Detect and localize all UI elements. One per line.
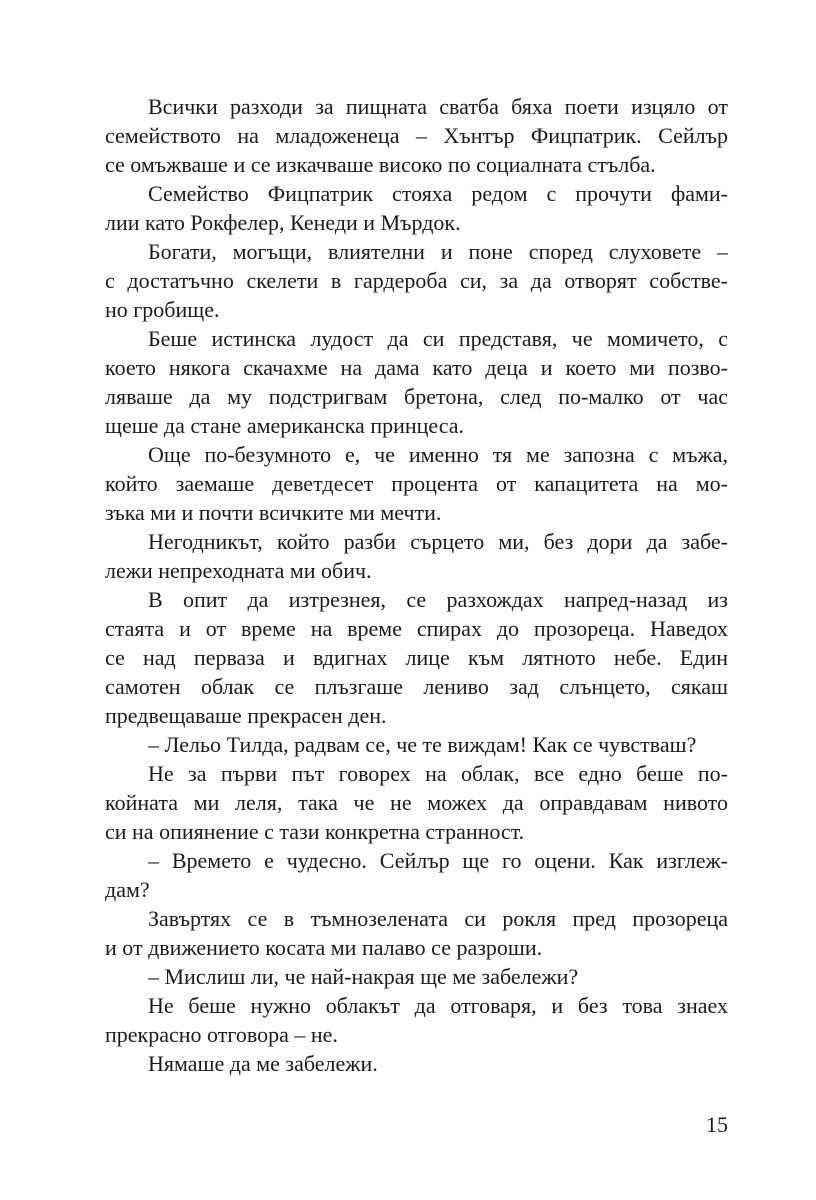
text-line: Беше истинска лудост да си представя, че момичето, с — [148, 326, 728, 351]
text-line: си на опиянение с тази конкретна странност. — [105, 819, 525, 844]
text-line: Семейство Фицпатрик стояха редом с прочути фами- — [148, 181, 728, 206]
page-number: 15 — [706, 1112, 728, 1137]
text-line: и от движението косата ми палаво се разроши. — [105, 935, 543, 960]
text-line: с достатъчно скелети в гардероба си, за да отворят собстве- — [105, 268, 728, 293]
text-line: Богати, могъщи, влиятелни и поне според слуховете – — [148, 239, 728, 264]
text-line: прекрасно отговора – не. — [105, 1022, 338, 1047]
text-block — [105, 92, 728, 1078]
text-line: дам? — [105, 877, 150, 902]
text-line: самотен облак се плъзгаше лениво зад слънцето, сякаш — [105, 674, 728, 699]
text-line: Не беше нужно облакът да отговаря, и без това знаех — [148, 993, 728, 1018]
text-line: – Мислиш ли, че най-накрая ще ме забележи? — [148, 964, 579, 989]
text-line: се омъжваше и се изкачваше високо по социалната стълба. — [105, 152, 656, 177]
text-line: предвещаваше прекрасен ден. — [105, 703, 387, 728]
text-line: Негодникът, който разби сърцето ми, без дори да забе- — [148, 529, 728, 554]
text-line: семейството на младоженеца – Хънтър Фицпатрик. Сейлър — [105, 123, 728, 148]
text-line: който заемаше деветдесет процента от капацитета на мо- — [105, 471, 728, 496]
text-line: но гробище. — [105, 297, 220, 322]
text-line: щеше да стане американска принцеса. — [105, 413, 465, 438]
text-line: което някога скачахме на дама като деца и което ми позво- — [105, 355, 728, 380]
text-line: – Лельо Тилда, радвам се, че те виждам! Как се чувстваш? — [148, 732, 697, 757]
text-line: лии като Рокфелер, Кенеди и Мърдок. — [105, 210, 461, 235]
text-line: лежи непреходната ми обич. — [105, 558, 372, 583]
text-line: стаята и от време на време спирах до прозореца. Наведох — [105, 616, 728, 641]
text-line: – Времето е чудесно. Сейлър ще го оцени. Как изглеж- — [148, 848, 728, 873]
text-line: Всички разходи за пищната сватба бяха поети изцяло от — [148, 94, 728, 119]
text-line: ляваше да му подстригвам бретона, след по-малко от час — [105, 384, 728, 409]
text-line: Завъртях се в тъмнозелената си рокля пред прозореца — [148, 906, 728, 931]
text-line: Нямаше да ме забележи. — [148, 1051, 378, 1076]
text-line: Още по-безумното е, че именно тя ме запозна с мъжа, — [148, 442, 728, 467]
text-line: койната ми леля, така че не можех да оправдавам нивото — [105, 790, 728, 815]
text-line: се над перваза и вдигнах лице към лятното небе. Един — [105, 645, 728, 670]
text-line: Не за първи път говорех на облак, все едно беше по- — [148, 761, 728, 786]
text-line: В опит да изтрезнея, се разхождах напред-назад из — [148, 587, 728, 612]
text-line: зъка ми и почти всичките ми мечти. — [105, 500, 442, 525]
